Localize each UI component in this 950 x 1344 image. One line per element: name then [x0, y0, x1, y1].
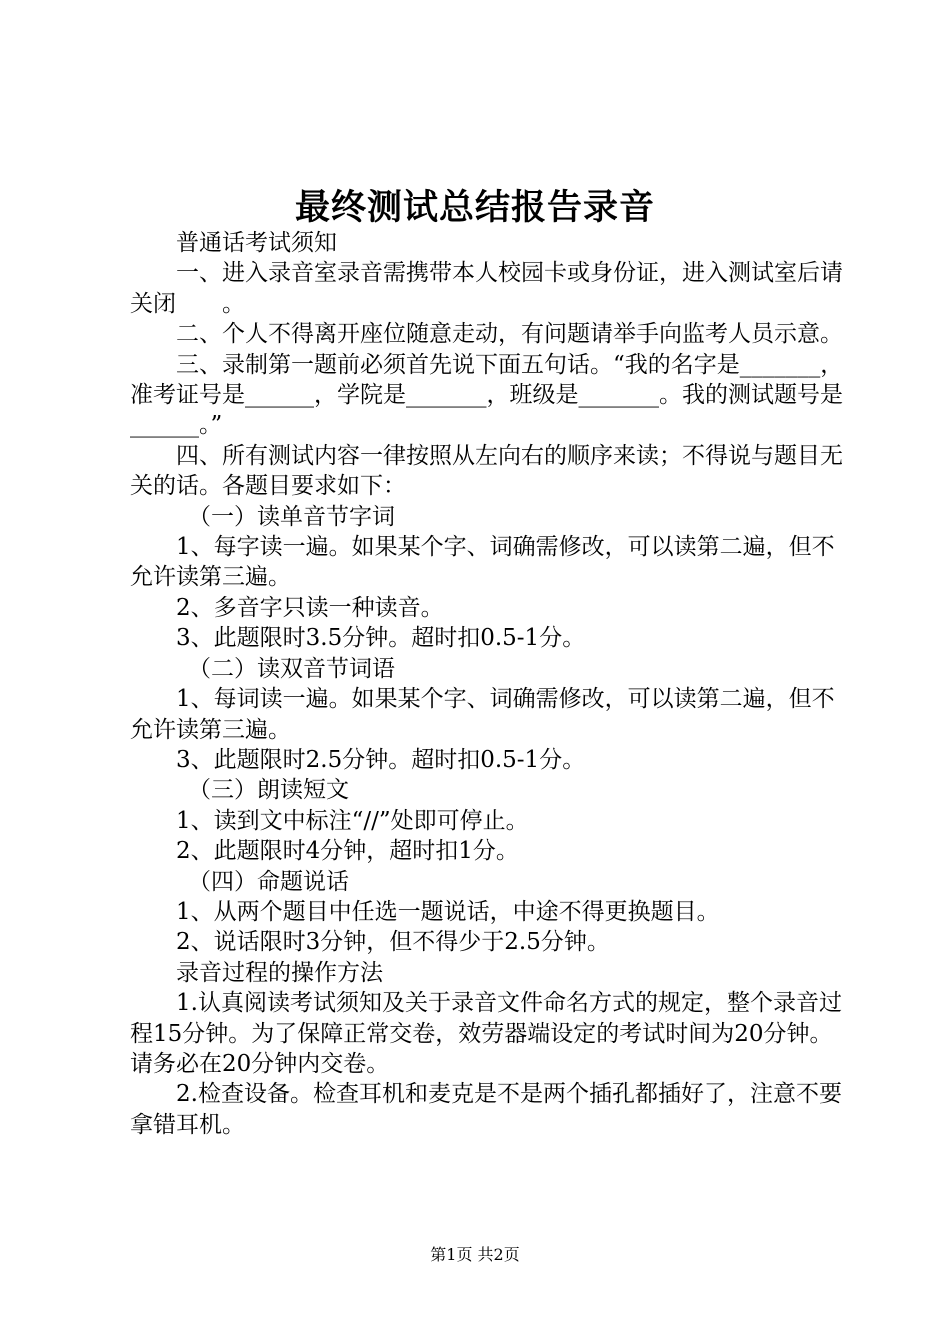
- paragraph-rule-4: 四、所有测试内容一律按照从左向右的顺序来读；不得说与题目无关的话。各题目要求如下：: [130, 442, 843, 500]
- paragraph-single-3: 3、此题限时3.5分钟。超时扣0.5-1分。: [176, 625, 586, 652]
- paragraph-double-1: 1、每词读一遍。如果某个字、词确需修改，可以读第二遍，但不允许读第三遍。: [130, 686, 835, 743]
- page-number-footer: 第1页 共2页: [430, 1245, 520, 1264]
- section-heading-single-syllable: （一）读单音节字词: [188, 503, 395, 530]
- document-body: [130, 228, 850, 1140]
- paragraph-speaking-2: 2、说话限时3分钟，但不得少于2.5分钟。: [176, 929, 610, 956]
- page-title: 最终测试总结报告录音: [294, 187, 655, 228]
- paragraph-procedure-2: 2.检查设备。检查耳机和麦克是不是两个插孔都插好了，注意不要拿错耳机。: [130, 1081, 842, 1138]
- paragraph-double-3: 3、此题限时2.5分钟。超时扣0.5-1分。: [176, 746, 586, 773]
- paragraph-rule-2: 二、个人不得离开座位随意走动，有问题请举手向监考人员示意。: [176, 321, 843, 348]
- paragraph-exam-notice-heading: 普通话考试须知: [176, 230, 337, 256]
- paragraph-procedure-1: 1.认真阅读考试须知及关于录音文件命名方式的规定，整个录音过程15分钟。为了保障正常交卷，效劳器端设定的考试时间为20分钟。请务必在20分钟内交卷。: [130, 990, 842, 1077]
- paragraph-single-1: 1、每字读一遍。如果某个字、词确需修改，可以读第二遍，但不允许读第三遍。: [130, 534, 835, 591]
- paragraph-reading-1: 1、读到文中标注“//”处即可停止。: [176, 807, 529, 834]
- section-heading-recording-procedure: 录音过程的操作方法: [176, 959, 383, 986]
- section-heading-speaking: （四）命题说话: [188, 868, 349, 895]
- paragraph-single-2: 2、多音字只读一种读音。: [176, 594, 444, 621]
- paragraph-speaking-1: 1、从两个题目中任选一题说话，中途不得更换题目。: [176, 898, 720, 925]
- paragraph-reading-2: 2、此题限时4分钟，超时扣1分。: [176, 838, 519, 865]
- paragraph-rule-3: 三、录制第一题前必须首先说下面五句话。“我的名字是_______，准考证号是______，学院是_______，班级是_______。我的测试题号是______。”: [130, 351, 844, 439]
- section-heading-double-syllable: （二）读双音节词语: [188, 655, 395, 682]
- section-heading-reading: （三）朗读短文: [188, 777, 349, 804]
- paragraph-rule-1: 一、进入录音室录音需携带本人校园卡或身份证，进入测试室后请关闭 。: [130, 260, 843, 317]
